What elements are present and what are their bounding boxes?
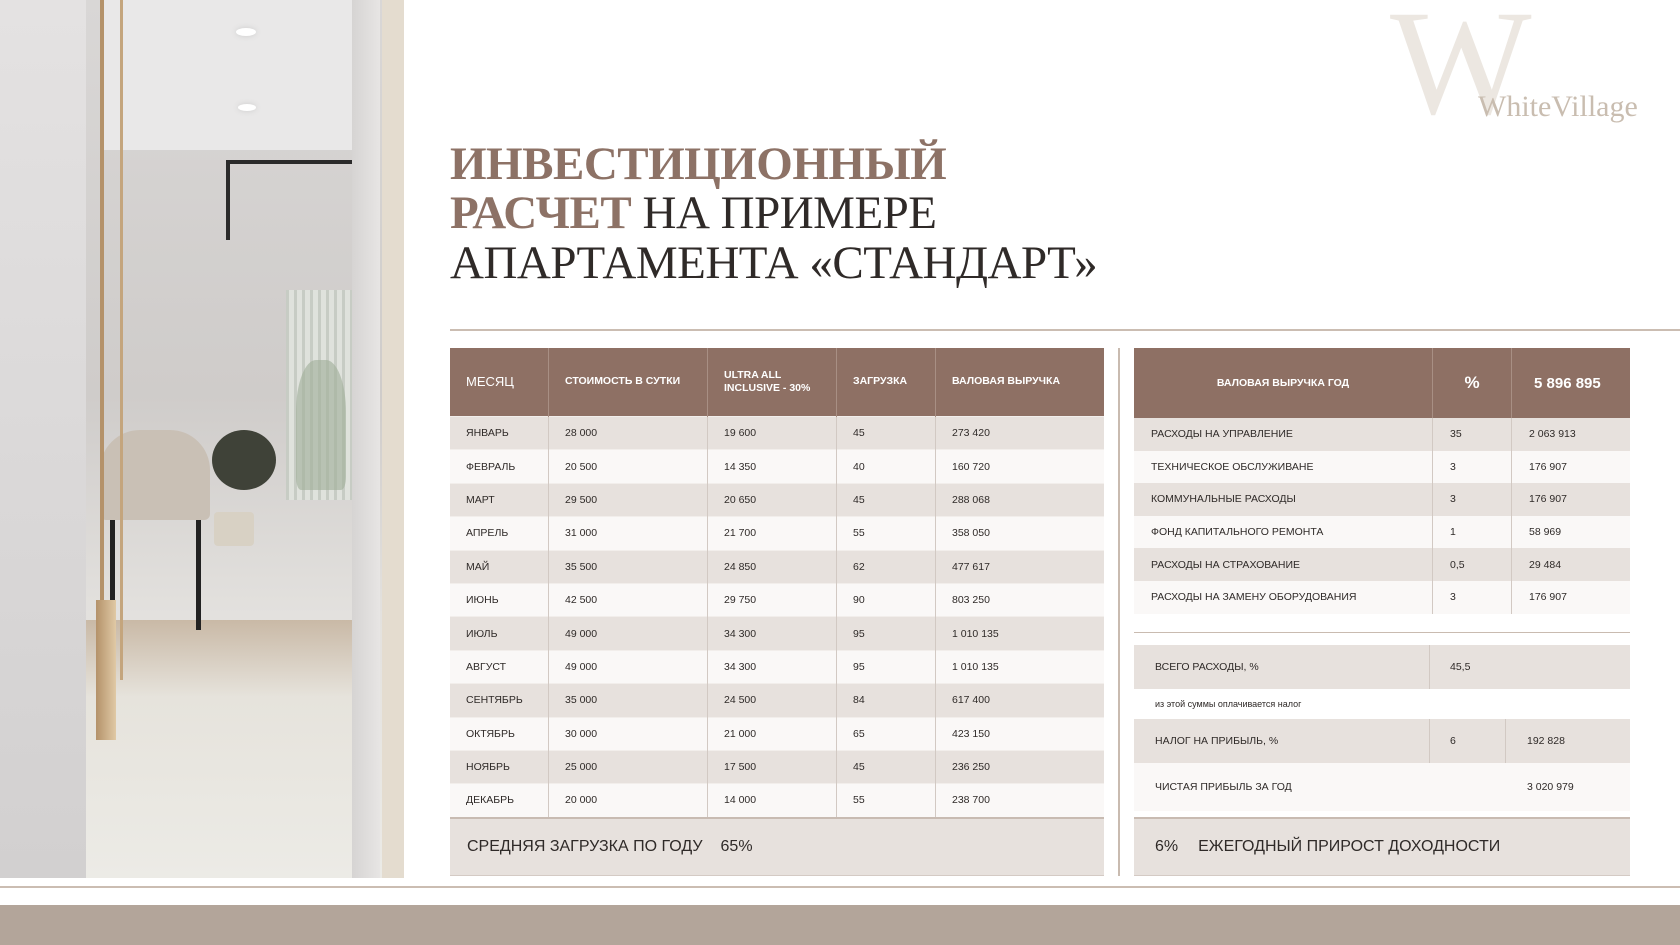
expense-percent-cell: 3 [1433,483,1512,516]
load-cell: 95 [837,617,936,650]
load-cell: 45 [837,750,936,783]
table-row [450,684,1104,717]
net-profit-value: 3 020 979 [1527,781,1574,793]
price-cell: 31 000 [549,517,708,550]
table-row [450,650,1104,683]
growth-label: ЕЖЕГОДНЫЙ ПРИРОСТ ДОХОДНОСТИ [1198,838,1501,855]
tax-value: 192 828 [1527,735,1565,747]
price-cell: 49 000 [549,650,708,683]
average-load-footer [450,817,1104,876]
month-cell: МАЙ [450,550,549,583]
col-header-price: СТОИМОСТЬ В СУТКИ [549,348,708,417]
month-cell: ИЮЛЬ [450,617,549,650]
month-cell: АВГУСТ [450,650,549,683]
table-row [450,617,1104,650]
month-cell: МАРТ [450,483,549,516]
revenue-cell: 236 250 [936,750,1105,783]
logo-text: WhiteVillage [1478,90,1638,123]
price-cell: 35 500 [549,550,708,583]
summary-block [1134,645,1630,811]
table-row [450,517,1104,550]
price-cell: 28 000 [549,417,708,450]
expense-percent-cell: 3 [1433,581,1512,614]
price-cell: 29 500 [549,483,708,516]
ultra-price-cell: 17 500 [708,750,837,783]
col-header-annual-revenue: ВАЛОВАЯ ВЫРУЧКА ГОД [1134,348,1433,418]
total-expenses-label: ВСЕГО РАСХОДЫ, % [1134,645,1430,689]
load-cell: 40 [837,450,936,483]
table-row [450,417,1104,450]
expense-name-cell: РАСХОДЫ НА СТРАХОВАНИЕ [1134,548,1433,581]
interior-photo [0,0,404,878]
expense-amount-cell: 58 969 [1512,516,1631,549]
table-row [450,450,1104,483]
table-row [450,550,1104,583]
ultra-price-cell: 20 650 [708,483,837,516]
load-cell: 90 [837,583,936,616]
price-cell: 20 500 [549,450,708,483]
month-cell: ДЕКАБРЬ [450,784,549,817]
load-cell: 62 [837,550,936,583]
table-row [450,483,1104,516]
title-line3: АПАРТАМЕНТА «СТАНДАРТ» [450,236,1098,289]
average-load-value: 65% [720,838,753,855]
load-cell: 45 [837,483,936,516]
load-cell: 95 [837,650,936,683]
monthly-revenue-table [450,348,1104,817]
revenue-cell: 160 720 [936,450,1105,483]
expense-percent-cell: 35 [1433,418,1512,451]
expense-name-cell: КОММУНАЛЬНЫЕ РАСХОДЫ [1134,483,1433,516]
table-row [1134,516,1630,549]
table-row [450,784,1104,817]
load-cell: 84 [837,684,936,717]
tax-row [1134,719,1630,763]
ultra-price-cell: 14 000 [708,784,837,817]
revenue-cell: 423 150 [936,717,1105,750]
month-cell: ЯНВАРЬ [450,417,549,450]
month-cell: АПРЕЛЬ [450,517,549,550]
revenue-cell: 1 010 135 [936,650,1105,683]
col-header-revenue: ВАЛОВАЯ ВЫРУЧКА [936,348,1105,417]
revenue-cell: 273 420 [936,417,1105,450]
expense-amount-cell: 29 484 [1512,548,1631,581]
revenue-cell: 477 617 [936,550,1105,583]
revenue-cell: 288 068 [936,483,1105,516]
col-header-percent: % [1433,348,1512,418]
expense-amount-cell: 176 907 [1512,451,1631,484]
revenue-cell: 358 050 [936,517,1105,550]
load-cell: 65 [837,717,936,750]
price-cell: 42 500 [549,583,708,616]
table-row [450,750,1104,783]
expense-amount-cell: 176 907 [1512,483,1631,516]
col-header-month: МЕСЯЦ [450,348,549,417]
table-header-row [1134,348,1630,418]
expense-name-cell: ФОНД КАПИТАЛЬНОГО РЕМОНТА [1134,516,1433,549]
price-cell: 20 000 [549,784,708,817]
average-load-label: СРЕДНЯЯ ЗАГРУЗКА ПО ГОДУ [467,838,703,855]
ultra-price-cell: 24 500 [708,684,837,717]
month-cell: ФЕВРАЛЬ [450,450,549,483]
logo-mark: W [1390,0,1514,146]
tax-note: из этой суммы оплачивается налог [1134,689,1630,719]
revenue-cell: 617 400 [936,684,1105,717]
expense-name-cell: ТЕХНИЧЕСКОЕ ОБСЛУЖИВАНЕ [1134,451,1433,484]
expense-percent-cell: 0,5 [1433,548,1512,581]
divider-vertical [1118,348,1120,876]
price-cell: 35 000 [549,684,708,717]
load-cell: 55 [837,784,936,817]
title-line2-bold: РАСЧЕТ [450,187,632,240]
ultra-price-cell: 14 350 [708,450,837,483]
month-cell: СЕНТЯБРЬ [450,684,549,717]
growth-value: 6% [1155,838,1179,855]
expense-percent-cell: 1 [1433,516,1512,549]
revenue-cell: 238 700 [936,784,1105,817]
price-cell: 25 000 [549,750,708,783]
tax-percent: 6 [1430,719,1506,763]
col-header-ultra: ULTRA ALL INCLUSIVE - 30% [708,348,837,417]
month-cell: ОКТЯБРЬ [450,717,549,750]
table-row [1134,581,1630,614]
page-title [450,138,1098,289]
expenses-table [1134,348,1630,614]
growth-footer [1134,817,1630,876]
title-line1: ИНВЕСТИЦИОННЫЙ [450,138,947,190]
price-cell: 49 000 [549,617,708,650]
table-row [450,583,1104,616]
ultra-price-cell: 19 600 [708,417,837,450]
net-profit-label: ЧИСТАЯ ПРИБЫЛЬ ЗА ГОД [1155,781,1292,793]
col-header-load: ЗАГРУЗКА [837,348,936,417]
total-expenses-row [1134,645,1630,689]
divider-bottom [0,886,1680,888]
load-cell: 55 [837,517,936,550]
ultra-price-cell: 34 300 [708,617,837,650]
divider-summary [1134,632,1630,633]
table-row [1134,548,1630,581]
table-header-row [450,348,1104,417]
table-row [1134,483,1630,516]
divider-top [450,329,1680,331]
expense-amount-cell: 2 063 913 [1512,418,1631,451]
expense-name-cell: РАСХОДЫ НА УПРАВЛЕНИЕ [1134,418,1433,451]
ultra-price-cell: 21 000 [708,717,837,750]
net-profit-row [1134,763,1630,811]
revenue-cell: 803 250 [936,583,1105,616]
table-row [1134,418,1630,451]
tax-label: НАЛОГ НА ПРИБЫЛЬ, % [1134,719,1430,763]
annual-revenue-total: 5 896 895 [1512,348,1631,418]
month-cell: НОЯБРЬ [450,750,549,783]
price-cell: 30 000 [549,717,708,750]
ultra-price-cell: 29 750 [708,583,837,616]
expense-name-cell: РАСХОДЫ НА ЗАМЕНУ ОБОРУДОВАНИЯ [1134,581,1433,614]
table-row [1134,451,1630,484]
ultra-price-cell: 24 850 [708,550,837,583]
total-expenses-value: 45,5 [1450,661,1471,673]
bottom-band [0,905,1680,945]
load-cell: 45 [837,417,936,450]
expense-percent-cell: 3 [1433,451,1512,484]
expense-amount-cell: 176 907 [1512,581,1631,614]
table-row [450,717,1104,750]
month-cell: ИЮНЬ [450,583,549,616]
title-line2-rest: НА ПРИМЕРЕ [631,187,937,240]
revenue-cell: 1 010 135 [936,617,1105,650]
ultra-price-cell: 34 300 [708,650,837,683]
ultra-price-cell: 21 700 [708,517,837,550]
